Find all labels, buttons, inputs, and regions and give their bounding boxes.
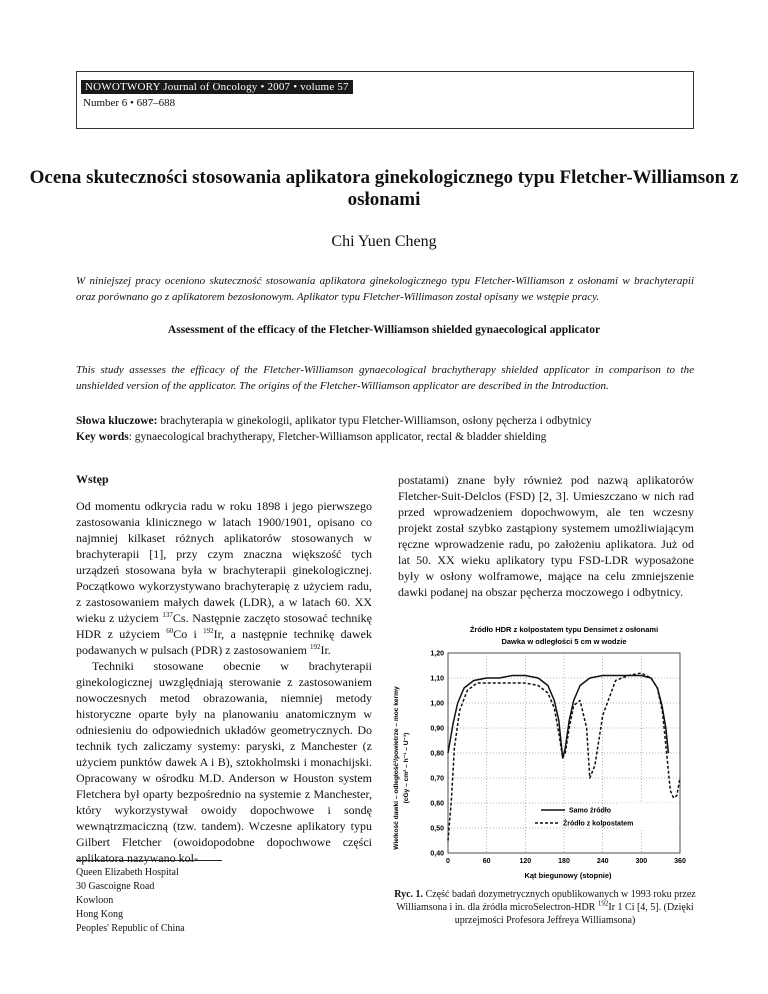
address-line: 30 Gascoigne Road: [76, 881, 155, 892]
body-left-column: [76, 498, 372, 866]
superscript: 137: [162, 611, 173, 619]
y-axis-label: Wielkość dawki – odległość²/powietrze – moc kermy: [393, 686, 400, 850]
caption-text: Część badań dozymetrycznych opublikowanych w 1993 roku przez Williamsona i in. dla źródła microSelectron-HDR: [396, 889, 696, 913]
x-tick-label: 60: [482, 858, 491, 865]
body-text: Co i: [173, 627, 204, 641]
y-tick-label: 0,80: [430, 750, 444, 758]
y-tick-label: 0,50: [430, 825, 444, 833]
author-address: [76, 866, 185, 936]
x-tick-label: 300: [635, 858, 648, 865]
address-line: Kowloon: [76, 895, 114, 906]
journal-header-box: [76, 71, 694, 129]
body-text: Od momentu odkrycia radu w roku 1898 i jego pierwszego zastosowania klinicznego w latach 1900/1901, opisano co najmniej kilkaset różnych aplikatorów stosowanych w brachyterapii [1], przy czym znaczna większość tych urządzeń stosowana była w brachyterapii ginekologicznej. Początkowo wykorzystywano brachyterapię z użyciem radu, z zastosowaniem małych dawek (LDR), a w latach 60. XX wieku z użyciem: [76, 499, 372, 625]
superscript: 60: [166, 627, 174, 635]
address-line: Peoples' Republic of China: [76, 923, 185, 934]
caption-label: Ryc. 1.: [394, 889, 424, 900]
superscript: 192: [309, 643, 321, 651]
y-tick-label: 1,10: [430, 675, 444, 683]
y-axis-label-group: [393, 686, 410, 850]
y-tick-label: 0,70: [430, 775, 444, 783]
y-tick-label: 0,90: [430, 725, 444, 733]
x-tick-label: 240: [596, 858, 609, 865]
journal-badge: NOWOTWORY Journal of Oncology • 2007 • volume 57: [81, 80, 353, 94]
legend-label: Samo źródło: [569, 807, 612, 815]
abstract-polish: W niniejszej pracy oceniono skuteczność stosowania aplikatora ginekologicznego typu Fletcher-Williamson z osłonami w brachyterapii oraz porównano go z aplikatorem bezosłonowym. Aplikator typu Fletcher-Willimason został opisany we wstępie pracy.: [76, 275, 694, 303]
body-paragraph-2: Techniki stosowane obecnie w brachyterapii ginekologicznej uwzględniają sterowanie z zastosowaniem nowoczesnych metod obrazowania, niemniej metody historyczne oparte były na planowaniu anatomicznym w odniesieniu do odpowiednich układów geometrycznych. Do technik tych zaliczamy systemy: paryski, z Manchester (z użyciem punktów dawek A i B), sztokholmski i monachijski. Opracowany w ośrodku M.D. Anderson w Houston system Fletchera był oparty bezpośrednio na systemie z Manchester, który wykorzystywał owoidy dopochwowe i sondę wewnątrzmaciczną (tzw. tandem). Wczesne aplikatory typu Gilbert Fletcher (owoidopodobne dopochwowe części aplikatora nazywano kol-: [76, 659, 372, 865]
y-tick-label: 0,60: [430, 800, 444, 808]
body-paragraph-3: postatami) znane były również pod nazwą aplikatorów Fletcher-Suit-Delclos (FSD) [2, 3]. Umieszczano w nich rad przed wprowadzeniem dopochwowym, ale ten wczesny projekt został szybko zastąpiony systemem umożliwiającym ręczne wprowadzenie radu, po założeniu aplikatora. Już od lat 50. XX wieku aplikatory typu FSD-LDR wyposażone były w osłony wolframowe, mające na celu zmniejszenie dawki podanej na obszar pęcherza moczowego i odbytnicy.: [398, 473, 694, 599]
superscript: 192: [203, 627, 214, 635]
y-tick-label: 1,00: [430, 700, 444, 708]
y-tick-label: 0,40: [430, 850, 444, 858]
chart-subtitle: Dawka w odległości 5 cm w wodzie: [501, 637, 627, 646]
body-text: Ir.: [320, 643, 331, 657]
keywords-block: [76, 413, 716, 445]
body-right-column: [398, 472, 694, 600]
body-text: Ir, a następnie technikę dawek podawanych w pulsach (PDR) z zastosowaniem: [76, 627, 372, 657]
article-title: Ocena skuteczności stosowania aplikatora ginekologicznego typu Fletcher-Williamson z osłonami: [29, 167, 739, 210]
legend-label: Źródło z kolpostatem: [563, 820, 634, 828]
dose-chart: [384, 622, 704, 884]
x-tick-label: 360: [674, 858, 686, 865]
section-title: Wstęp: [76, 472, 109, 486]
author-name: Chi Yuen Cheng: [331, 233, 437, 250]
keywords-english-label: Key words: [76, 431, 129, 443]
x-tick-label: 0: [446, 858, 450, 865]
chart-title: Źródło HDR z kolpostatem typu Densimet z osłonami: [469, 625, 659, 634]
address-line: Hong Kong: [76, 909, 123, 920]
keywords-english-text: : gynaecological brachytherapy, Fletcher-Williamson applicator, rectal & bladder shielding: [128, 431, 547, 443]
y-tick-label: 1,20: [430, 650, 444, 658]
caption-text: Ir 1 Ci [4, 5]. (Dzięki uprzejmości Profesora Jeffreya Williamsona): [454, 902, 694, 926]
body-text: Cs. Następnie zaczęto stosować technikę HDR z użyciem: [76, 611, 372, 641]
issue-line: Number 6 • 687–688: [83, 97, 176, 109]
y-axis-unit: (cGy – cm² – h⁻¹ – U⁻¹): [403, 732, 410, 804]
superscript: 192: [597, 899, 609, 908]
abstract-english: This study assesses the efficacy of the Fletcher-Williamson gynaecological brachytherapy shielded applicator in comparison to the unshielded version of the applicator. The origins of the Fletcher-Williamson applicator are described in the Introduction.: [76, 364, 694, 392]
x-axis-label: Kąt biegunowy (stopnie): [524, 871, 612, 880]
figure-caption: [392, 888, 698, 927]
body-paragraph-1: [76, 498, 372, 658]
english-title: Assessment of the efficacy of the Fletcher-Williamson shielded gynaecological applicator: [167, 324, 601, 336]
keywords-polish-text: brachyterapia w ginekologii, aplikator typu Fletcher-Williamson, osłony pęcherza i odbytnicy: [157, 415, 592, 427]
address-line: Queen Elizabeth Hospital: [76, 867, 179, 878]
keywords-english: [76, 429, 716, 445]
keywords-polish-label: Słowa kluczowe:: [76, 415, 158, 427]
keywords-polish: [76, 413, 716, 429]
footnote-rule: [76, 860, 222, 861]
x-tick-label: 120: [519, 858, 532, 865]
x-tick-label: 180: [558, 858, 570, 865]
